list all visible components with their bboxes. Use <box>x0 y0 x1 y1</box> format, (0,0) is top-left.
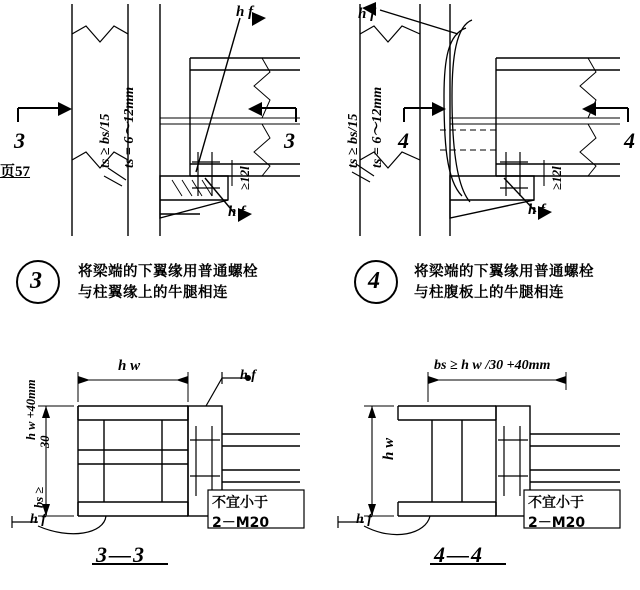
section-cut-left-4: 4 <box>398 128 409 153</box>
section-cut-left-3: 3 <box>14 128 25 153</box>
weld-symbol-left-4-4: h f <box>356 512 372 527</box>
section-3-3-drawing <box>0 350 320 590</box>
detail-mark-4-label: 4 <box>368 268 380 294</box>
thickness-note-2-3: ts = 6～12mm <box>122 86 137 168</box>
detail-mark-3-label: 3 <box>30 268 42 294</box>
thickness-note-1-3: ts ≥ bs/15 <box>98 113 113 168</box>
bolt-note-line2-3-3: 2－M20 <box>212 515 270 531</box>
weld-symbol-right-3-3: h f <box>240 368 256 383</box>
gap-note-3: ≥12l <box>237 166 252 190</box>
page-ref: 页57 <box>0 164 31 180</box>
weld-leg-label-top-4: h f <box>358 6 376 22</box>
thickness-note-1-4: ts ≥ bs/15 <box>346 113 361 168</box>
weld-symbol-left-3-3: h f <box>30 512 46 527</box>
caption-left: 将梁端的下翼缘用普通螺栓与柱翼缘上的牛腿相连 <box>78 264 258 301</box>
bolt-note-line1-3-3: 不宜小于 <box>212 495 268 511</box>
panel-3-drawing <box>0 0 320 240</box>
dim-left-2-3-3: 30 <box>38 435 52 448</box>
dim-top-4-4: bs ≥ h w /30 +40mm <box>434 358 551 373</box>
section-cut-right-3: 3 <box>284 128 295 153</box>
thickness-note-2-4: ts = 6～12mm <box>370 86 385 168</box>
dim-left-3-3-3: bs ≥ <box>32 486 46 508</box>
dim-left-4-4: h w <box>381 437 397 460</box>
caption-right: 将梁端的下翼缘用普通螺栓与柱腹板上的牛腿相连 <box>414 264 594 301</box>
section-cut-right-4: 4 <box>624 128 635 153</box>
weld-leg-label-bottom-3: h f <box>228 204 246 220</box>
bolt-note-line1-4-4: 不宜小于 <box>528 495 584 511</box>
dim-left-1-3-3: h w +40mm <box>24 379 38 440</box>
gap-note-4: ≥12l <box>549 166 564 190</box>
bolt-note-line2-4-4: 2－M20 <box>528 515 586 531</box>
dim-top-3-3: h w <box>118 358 141 374</box>
section-label-4-4: 4—4 <box>434 542 484 567</box>
weld-leg-label-bottom-4: h f <box>528 202 546 218</box>
weld-leg-label-top-3: h f <box>236 4 254 20</box>
section-label-3-3: 3—3 <box>96 542 146 567</box>
